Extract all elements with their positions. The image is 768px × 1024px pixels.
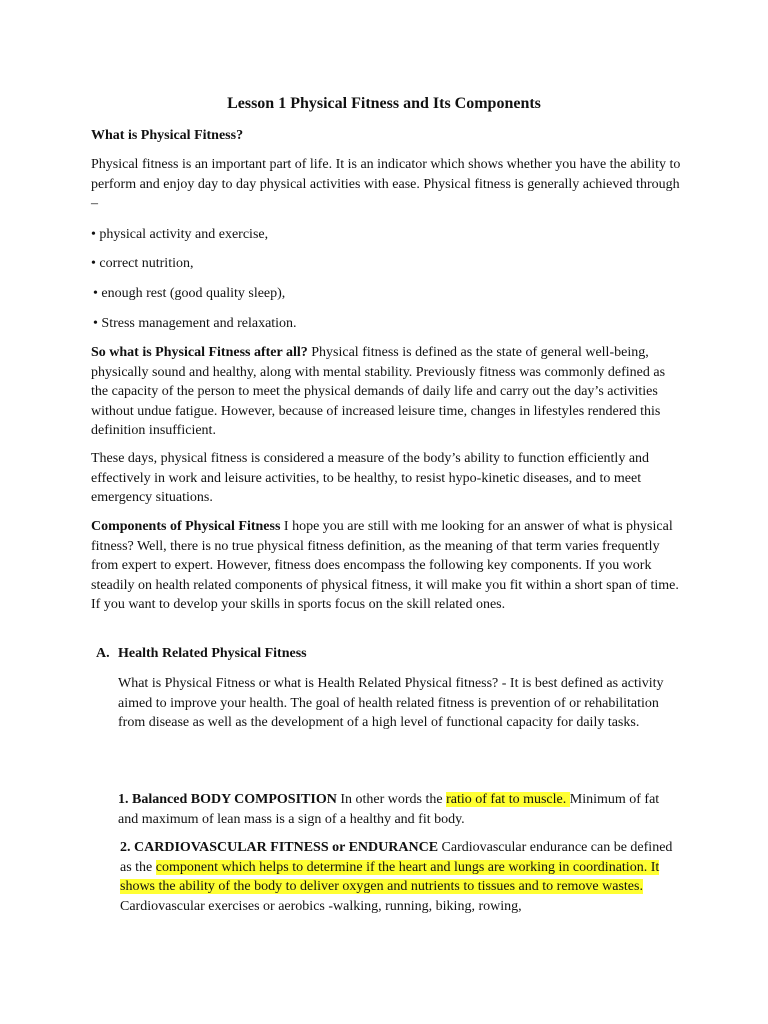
section-a-label: A. <box>96 646 110 661</box>
so-what-lead: So what is Physical Fitness after all? <box>91 345 308 360</box>
item-2-lead: 2. CARDIOVASCULAR FITNESS or ENDURANCE <box>120 840 439 855</box>
so-what-paragraph <box>91 343 681 441</box>
item-1-pre: In other words the <box>336 792 447 807</box>
components-text: I hope you are still with me looking for an answer of what is physical fitness? Well, there is no true physical fitness definition, as the meaning of that term varies frequently from expert to expert. However, fitness does encompass the following key components. If you work steadily on health related components of physical fitness, it will make you fit within a short span of time. If you want to develop your skills in sports focus on the skill related ones. <box>91 519 679 613</box>
bullet-item: • physical activity and exercise, <box>91 227 269 242</box>
item-2-post: Cardiovascular exercises or aerobics -walking, running, biking, rowing, <box>120 898 522 914</box>
these-days-paragraph: These days, physical fitness is considered a measure of the body’s ability to function efficiently and effectively in work and leisure activities, to be healthy, to resist hypo-kinetic diseases, and to meet emergency situations. <box>91 451 650 506</box>
intro-paragraph: Physical fitness is an important part of life. It is an indicator which shows whether you have the ability to perform and enjoy day to day physical activities with ease. Physical fitness is generally achieved through – <box>91 157 681 212</box>
section-a-paragraph: What is Physical Fitness or what is Health Related Physical fitness? - It is best defined as activity aimed to improve your health. The goal of health related fitness is prevention of or rehabilitation from disease as well as the development of a high level of functional capacity for daily tasks. <box>118 676 664 731</box>
bullet-item: • correct nutrition, <box>91 256 194 271</box>
item-2-paragraph <box>120 838 680 916</box>
item-1-lead: 1. Balanced BODY COMPOSITION <box>118 792 337 807</box>
components-lead: Components of Physical Fitness <box>91 519 281 534</box>
components-paragraph <box>91 517 681 615</box>
section-a-heading: Health Related Physical Fitness <box>118 646 307 661</box>
item-2-highlight: component which helps to determine if the heart and lungs are working in coordination. It shows the ability of the body to deliver oxygen and nutrients to tissues and to remove wastes. <box>120 859 660 895</box>
item-1-highlight: ratio of fat to muscle. <box>446 792 570 807</box>
item-1-post: Minimum of fat and maximum of lean mass is a sign of a healthy and fit body. <box>118 792 660 827</box>
what-heading: What is Physical Fitness? <box>91 128 244 143</box>
bullet-item: • Stress management and relaxation. <box>93 316 297 331</box>
page-title: Lesson 1 Physical Fitness and Its Components <box>227 95 541 112</box>
bullet-item: • enough rest (good quality sleep), <box>93 286 286 301</box>
so-what-text: Physical fitness is defined as the state of general well-being, physically sound and healthy, along with mental stability. Previously fitness was commonly defined as the capacity of the person to meet the physical demands of daily life and carry out the day’s activities without undue fatigue. However, because of increased leisure time, changes in lifestyles rendered this definition insufficient. <box>91 345 666 439</box>
item-1-paragraph <box>118 790 678 829</box>
item-2-pre: Cardiovascular endurance can be defined as the <box>120 840 673 875</box>
